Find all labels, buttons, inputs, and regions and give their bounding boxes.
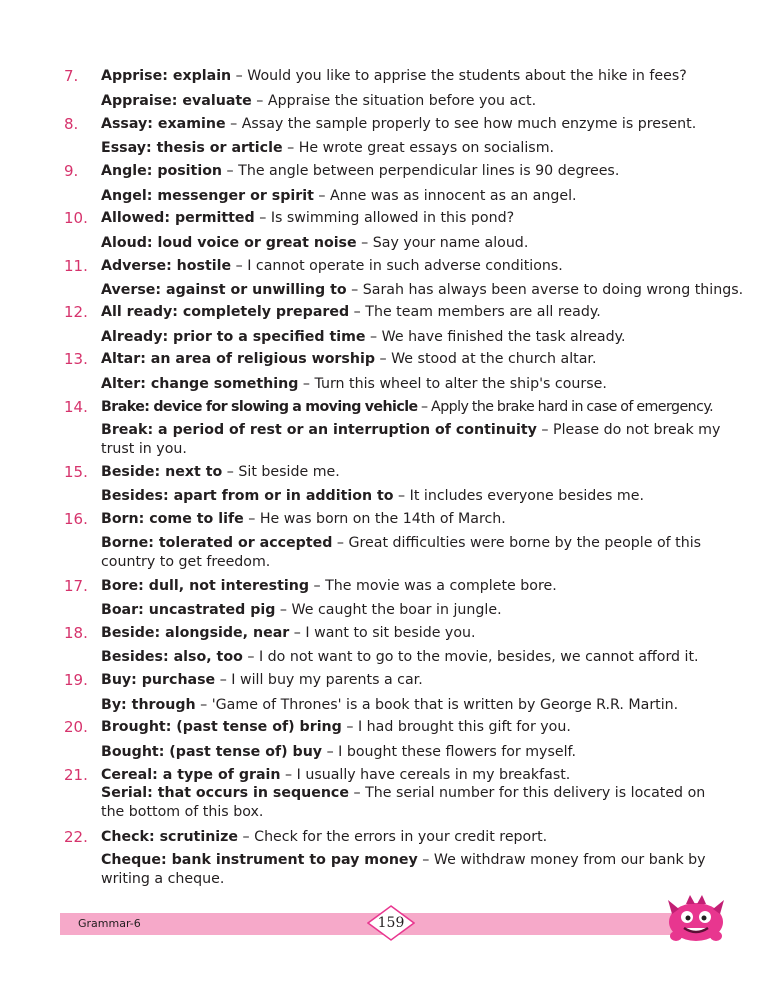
example-sentence: – Would you like to apprise the students about the hike in fees? — [231, 68, 687, 84]
definition-line — [101, 576, 727, 596]
term-definition: Born: come to life — [101, 511, 244, 527]
definition-line — [101, 509, 727, 529]
definition-line — [101, 670, 727, 690]
term-definition: Beside: alongside, near — [101, 625, 290, 641]
term-definition: Bought: (past tense of) buy — [101, 744, 323, 760]
definition-line — [101, 114, 727, 134]
term-definition: Altar: an area of religious worship — [101, 351, 375, 367]
term-definition: Besides: also, too — [101, 649, 243, 665]
entry-number: 7. — [64, 67, 79, 85]
example-sentence: – Anne was as innocent as an angel. — [313, 188, 577, 204]
term-definition: Angel: messenger or spirit — [101, 188, 314, 204]
term-definition: Bore: dull, not interesting — [101, 578, 310, 594]
term-definition: Aloud: loud voice or great noise — [101, 235, 357, 251]
term-definition: Allowed: permitted — [101, 210, 255, 226]
term-definition: All ready: completely prepared — [101, 304, 350, 320]
book-title: Grammar-6 — [78, 917, 141, 930]
monster-mascot-icon — [664, 892, 728, 944]
term-definition: Angle: position — [101, 163, 223, 179]
term-definition: Break: a period of rest or an interruption of continuity — [101, 422, 537, 438]
term-definition: Serial: that occurs in sequence — [101, 785, 349, 801]
entry-number: 10. — [64, 209, 88, 227]
term-definition: Borne: tolerated or accepted — [101, 535, 333, 551]
entry-number: 12. — [64, 303, 88, 321]
example-sentence: – Please do not break my trust in you. — [101, 422, 721, 457]
entry-number: 20. — [64, 718, 88, 736]
term-definition: Adverse: hostile — [101, 258, 232, 274]
example-sentence: – He was born on the 14th of March. — [243, 511, 506, 527]
definition-line — [101, 256, 727, 276]
entry-number: 11. — [64, 257, 88, 275]
entry-number: 15. — [64, 463, 88, 481]
definition-line — [101, 765, 727, 785]
entry-number: 14. — [64, 398, 88, 416]
entry-number: 19. — [64, 671, 88, 689]
entry-number: 16. — [64, 510, 88, 528]
term-definition: Essay: thesis or article — [101, 140, 283, 156]
term-definition: Cheque: bank instrument to pay money — [101, 852, 418, 868]
page-number: 159 — [377, 915, 405, 931]
definition-line — [101, 349, 727, 369]
definition-line — [101, 462, 727, 482]
entry-number: 9. — [64, 162, 79, 180]
entry-number: 18. — [64, 624, 88, 642]
term-definition: Check: scrutinize — [101, 829, 239, 845]
entry-number: 13. — [64, 350, 88, 368]
definition-line — [101, 186, 727, 206]
definition-line — [101, 486, 727, 506]
term-definition: Besides: apart from or in addition to — [101, 488, 394, 504]
term-definition: Averse: against or unwilling to — [101, 282, 347, 298]
definition-line — [101, 647, 727, 667]
entry-number: 17. — [64, 577, 88, 595]
definition-line — [101, 534, 727, 572]
definition-line — [101, 717, 727, 737]
term-definition: Boar: uncastrated pig — [101, 602, 276, 618]
term-definition: Buy: purchase — [101, 672, 216, 688]
entry-number: 22. — [64, 828, 88, 846]
example-sentence: – We caught the boar in jungle. — [275, 602, 502, 618]
definition-line — [101, 66, 727, 86]
example-sentence: – It includes everyone besides me. — [393, 488, 644, 504]
definition-line — [101, 161, 727, 181]
definition-line — [101, 91, 727, 111]
term-definition: Beside: next to — [101, 464, 223, 480]
example-sentence: – The movie was a complete bore. — [309, 578, 557, 594]
example-sentence: – I had brought this gift for you. — [341, 719, 571, 735]
definition-line — [101, 374, 727, 394]
entry-number: 21. — [64, 766, 88, 784]
example-sentence: – Assay the sample properly to see how much enzyme is present. — [225, 116, 697, 132]
definition-line — [101, 327, 727, 347]
entry-number: 8. — [64, 115, 79, 133]
definition-line — [101, 695, 727, 715]
example-sentence: – Is swimming allowed in this pond? — [254, 210, 515, 226]
example-sentence: – We withdraw money from our bank by writing a cheque. — [101, 852, 706, 887]
example-sentence: – 'Game of Thrones' is a book that is written by George R.R. Martin. — [195, 697, 679, 713]
definition-line — [101, 280, 744, 300]
example-sentence: – I bought these flowers for myself. — [322, 744, 576, 760]
definition-line — [101, 138, 727, 158]
example-sentence: – I usually have cereals in my breakfast. — [280, 767, 571, 783]
definition-line — [101, 600, 727, 620]
term-definition: Apprise: explain — [101, 68, 232, 84]
example-sentence: – Sit beside me. — [222, 464, 340, 480]
example-sentence: – The angle between perpendicular lines is 90 degrees. — [222, 163, 620, 179]
definition-line — [101, 851, 727, 889]
definition-line — [101, 623, 727, 643]
term-definition: Assay: examine — [101, 116, 226, 132]
term-definition: Cereal: a type of grain — [101, 767, 281, 783]
term-definition: Brake: device for slowing a moving vehicle — [101, 399, 418, 415]
example-sentence: – I want to sit beside you. — [289, 625, 476, 641]
example-sentence: – We have finished the task already. — [365, 329, 626, 345]
definition-line — [101, 421, 727, 459]
example-sentence: – The team members are all ready. — [349, 304, 601, 320]
example-sentence: – He wrote great essays on socialism. — [282, 140, 555, 156]
term-definition: Appraise: evaluate — [101, 93, 252, 109]
example-sentence: – The serial number for this delivery is located on the bottom of this box. — [101, 785, 706, 820]
example-sentence: – We stood at the church altar. — [375, 351, 597, 367]
example-sentence: – I do not want to go to the movie, besides, we cannot afford it. — [242, 649, 699, 665]
example-sentence: – Apply the brake hard in case of emergency. — [417, 399, 714, 415]
example-sentence: – I will buy my parents a car. — [215, 672, 423, 688]
term-definition: Already: prior to a specified time — [101, 329, 366, 345]
example-sentence: – Check for the errors in your credit report. — [238, 829, 548, 845]
example-sentence: – Appraise the situation before you act. — [251, 93, 537, 109]
term-definition: By: through — [101, 697, 196, 713]
example-sentence: – I cannot operate in such adverse conditions. — [231, 258, 563, 274]
definition-line — [101, 302, 727, 322]
term-definition: Alter: change something — [101, 376, 299, 392]
definition-line — [101, 233, 727, 253]
definition-line — [101, 827, 727, 847]
example-sentence: – Say your name aloud. — [356, 235, 529, 251]
example-sentence: – Great difficulties were borne by the people of this country to get freedom. — [101, 535, 702, 570]
term-definition: Brought: (past tense of) bring — [101, 719, 342, 735]
example-sentence: – Turn this wheel to alter the ship's course. — [298, 376, 607, 392]
definition-line — [101, 742, 727, 762]
definition-line — [101, 784, 727, 822]
example-sentence: – Sarah has always been averse to doing wrong things. — [346, 282, 744, 298]
definition-line — [101, 208, 727, 228]
definition-line — [101, 397, 727, 417]
